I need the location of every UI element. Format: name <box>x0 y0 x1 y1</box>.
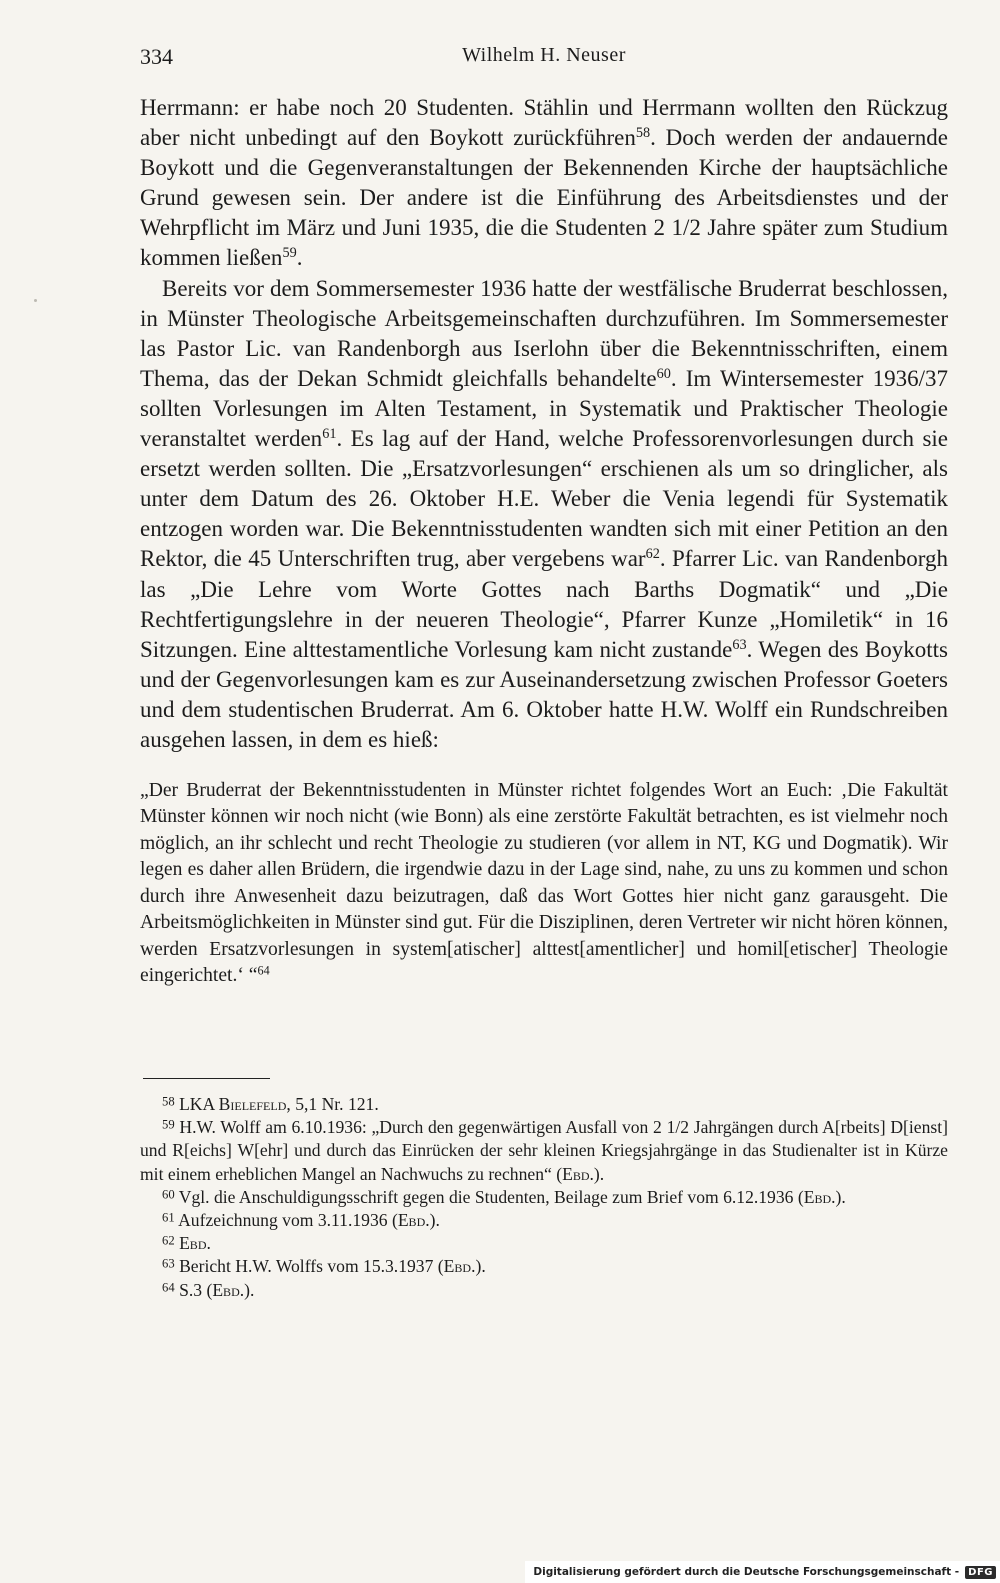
text-run: . Im Wintersemester 1936/37 sollten Vorlesungen im Alten Testament, in Systematik und Praktischer Theologie veranstaltet werden <box>140 365 948 452</box>
footnote-source: Ebd <box>397 1210 426 1231</box>
text-run: . <box>296 245 303 271</box>
footnote-ref-60[interactable]: 60 <box>656 366 671 383</box>
paragraph-1 <box>140 93 948 274</box>
quote-text: „Der Bruderrat der Bekenntnisstudenten in Münster richtet folgendes Wort an Euch: ‚Die Fakultät Münster können wir noch nicht (wie Bonn) als eine zerstörte Fakultät betrachten, es ist vielmehr noch möglich, an ihr schlecht und recht Theologie zu studieren (vor allem in NT, KG und Dogmatik). Wir legen es daher allen Brüdern, die irgendwie dazu in der Lage sind, nahe, zu uns zu kommen und schon durch ihre Anwesenheit dazu beizutragen, daß das Wort Gottes hier nicht ganz garausgeht. Die Arbeitsmöglichkeiten in Münster sind gut. Für die Disziplinen, deren Vertreter wir nicht hören können, werden Ersatzvorlesungen in system[atischer] alttest[amentlicher] und homil[etischer] Theologie eingerichtet.‘ “ <box>140 780 948 986</box>
text-run: Herrmann: er habe noch 20 Studenten. Stählin und Herrmann wollten den Rückzug aber nicht unbedingt auf den Boykott zurückführen <box>140 95 948 151</box>
footnote-61 <box>140 1209 948 1232</box>
text-run: . Wegen des Boykotts und der Gegenvorlesungen kam es zur Auseinandersetzung zwischen Professor Goeters und dem studentischen Bruderrat. Am 6. Oktober hatte H.W. Wolff ein Rundschreiben ausgehen lassen, in dem es hieß: <box>140 636 948 752</box>
digitization-note: Digitalisierung gefördert durch die Deutsche Forschungsgemeinschaft - <box>533 1566 960 1578</box>
footnote-text: . <box>206 1233 211 1254</box>
footnote-text: , 5,1 Nr. 121. <box>286 1094 379 1114</box>
text-run: . Pfarrer Lic. van Randenborgh las „Die Lehre vom Worte Gottes nach Barths Dogmatik“ und „Die Rechtfertigungslehre in der neueren Theologie“, Pfarrer Kunze „Homiletik“ in 16 Sitzungen. Eine alttestamentliche Vorlesung kam nicht zustande <box>140 546 949 662</box>
footnote-number: 59 <box>162 1117 175 1132</box>
paragraph-2 <box>140 274 948 756</box>
footnote-63 <box>140 1255 948 1278</box>
footnote-source: Ebd <box>803 1186 832 1207</box>
footnote-source: Ebd <box>562 1163 590 1184</box>
footnote-text: Vgl. die Anschuldigungsschrift gegen die Studenten, Beilage zum Brief vom 6.12.1936 ( <box>178 1186 804 1207</box>
footnote-separator <box>143 1078 270 1079</box>
footnote-text: Bericht H.W. Wolffs vom 15.3.1937 ( <box>179 1256 444 1277</box>
footnotes <box>140 1093 948 1302</box>
footnote-ref-61[interactable]: 61 <box>322 426 337 443</box>
footnote-number: 61 <box>162 1210 175 1225</box>
footnote-text: Aufzeichnung vom 3.11.1936 ( <box>178 1210 398 1231</box>
text-run: Bereits vor dem Sommersemester 1936 hatte der westfälische Bruderrat beschlossen, in Münster Theologische Arbeitsgemeinschaften durchzuführen. Im Sommersemester las Pastor Lic. van Randenborgh aus Iserlohn über die Bekenntnisschriften, einem Thema, das der Dekan Schmidt gleichfalls behandelte <box>140 275 948 391</box>
footnote-text: S.3 ( <box>179 1279 213 1300</box>
page-header <box>140 44 948 74</box>
footnote-source: Ebd <box>179 1233 207 1254</box>
footnote-text: H.W. Wolff am 6.10.1936: „Durch den gegenwärtigen Ausfall von 2 1/2 Jahrgängen durch A[rbeits] D[ienst] und R[eichs] W[ehr] und durch das Einrücken der sehr kleinen Kriegsjahrgänge in das Studienalter ist in Kürze mit einem erheblichen Mangel an Nachwuchs zu rechnen“ ( <box>140 1117 948 1184</box>
footnote-59 <box>140 1116 948 1186</box>
block-quote <box>140 778 948 989</box>
footnote-62 <box>140 1232 948 1255</box>
footnote-text: .). <box>831 1186 846 1207</box>
footnote-64 <box>140 1279 948 1302</box>
footnote-source: Ebd <box>443 1256 472 1277</box>
footnote-ref-64[interactable]: 64 <box>257 963 270 978</box>
footnote-ref-58[interactable]: 58 <box>635 125 651 142</box>
text-run: . Es lag auf der Hand, welche Professorenvorlesungen durch sie ersetzt werden sollten. Die „Ersatzvorlesungen“ erschienen als um so dringlicher, als unter dem Datum des 26. Oktober H.E. Weber die Venia legendi für Systematik entzogen worden war. Die Bekenntnisstudenten wandten sich mit einer Petition an den Rektor, die 45 Unterschriften trug, aber vergebens war <box>140 426 948 572</box>
footnote-60 <box>140 1186 948 1209</box>
footnote-ref-62[interactable]: 62 <box>645 546 660 563</box>
footnote-text: .). <box>471 1256 486 1277</box>
footnote-source: Bielefeld <box>218 1094 287 1114</box>
text-run: . Doch werden der andauernde Boykott und die Gegenveranstaltungen der Bekennenden Kirche der hauptsächliche Grund gewesen sein. Der andere ist die Einführung des Arbeitsdienstes und der Wehrpflicht im März und Juni 1935, die die Studenten 2 1/2 Jahre später zum Studium kommen ließen <box>140 125 948 271</box>
footnote-text: .). <box>425 1210 440 1231</box>
footnote-number: 63 <box>162 1257 175 1271</box>
footnote-text: LKA <box>179 1094 219 1114</box>
footnote-number: 64 <box>162 1280 175 1295</box>
body-text <box>140 93 948 989</box>
footnote-text: .). <box>589 1163 605 1184</box>
page-number: 334 <box>140 44 173 69</box>
footnote-58 <box>140 1093 948 1116</box>
running-head: Wilhelm H. Neuser <box>462 44 626 66</box>
footnote-ref-59[interactable]: 59 <box>282 245 297 262</box>
footnote-source: Ebd <box>212 1279 240 1300</box>
digitization-credit-bar <box>525 1561 1000 1583</box>
footnote-ref-63[interactable]: 63 <box>732 636 747 653</box>
footnote-number: 62 <box>162 1233 175 1248</box>
footnote-number: 58 <box>162 1094 175 1109</box>
scan-speck <box>34 299 37 302</box>
footnote-text: .). <box>239 1279 255 1300</box>
dfg-logo-icon: DFG <box>965 1566 996 1579</box>
footnote-number: 60 <box>162 1187 175 1202</box>
